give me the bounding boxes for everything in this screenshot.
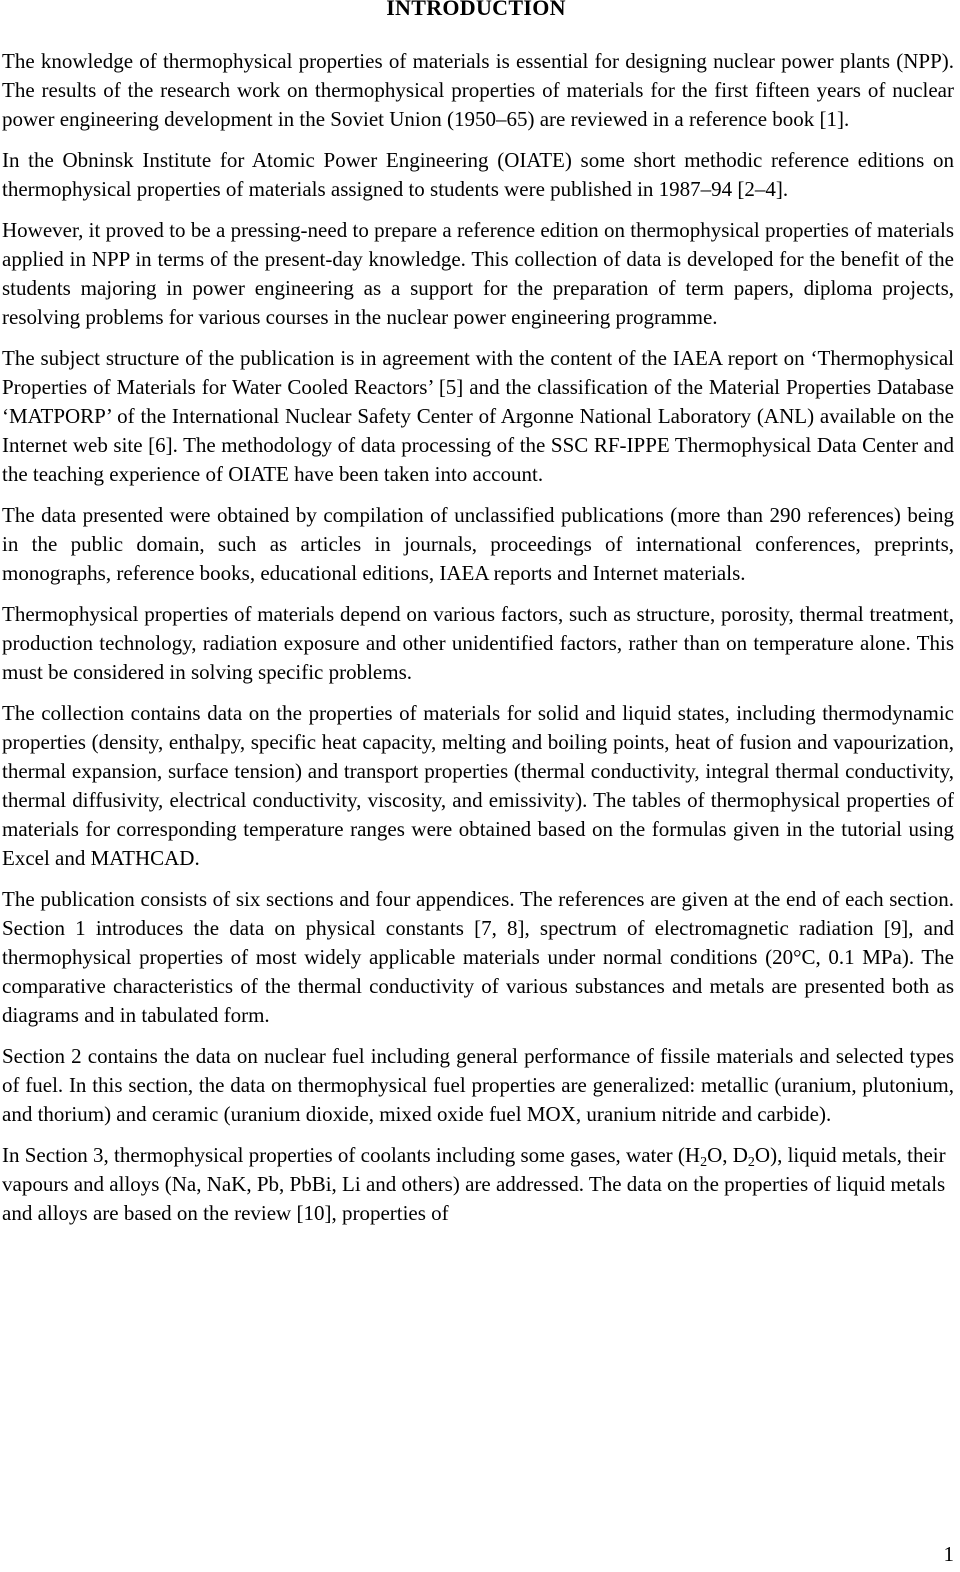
paragraph-10-part-2: O, D: [707, 1143, 748, 1167]
paragraph-5: The data presented were obtained by compilation of unclassified publications (more than 290 references) being in the public domain, such as articles in journals, proceedings of international conferences, preprints, monographs, reference books, educational editions, IAEA reports and Internet materials.: [2, 503, 954, 585]
paragraph-9: Section 2 contains the data on nuclear fuel including general performance of fissile materials and selected types of fuel. In this section, the data on thermophysical fuel properties are generalized: metallic (uranium, plutonium, and thorium) and ceramic (uranium dioxide, mixed oxide fuel MOX, uranium nitride and carbide).: [2, 1044, 954, 1126]
paragraph-6: Thermophysical properties of materials depend on various factors, such as structure, porosity, thermal treatment, production technology, radiation exposure and other unidentified factors, rather than on temperature alone. This must be considered in solving specific problems.: [2, 602, 954, 684]
paragraph-3: However, it proved to be a pressing-need to prepare a reference edition on thermophysical properties of materials applied in NPP in terms of the present-day knowledge. This collection of data is developed for the benefit of the students majoring in power engineering as a support for the preparation of term papers, diploma projects, resolving problems for various courses in the nuclear power engineering programme.: [2, 218, 954, 329]
d2o-subscript: 2: [747, 1155, 755, 1170]
page-number: 1: [943, 1542, 954, 1566]
paragraph-7: The collection contains data on the properties of materials for solid and liquid states, including thermodynamic properties (density, enthalpy, specific heat capacity, melting and boiling points, heat of fusion and vapourization, thermal expansion, surface tension) and transport properties (thermal conductivity, integral thermal conductivity, thermal diffusivity, electrical conductivity, viscosity, and emissivity). The tables of thermophysical properties of materials for corresponding temperature ranges were obtained based on the formulas given in the tutorial using Excel and MATHCAD.: [2, 701, 954, 870]
paragraph-8: The publication consists of six sections and four appendices. The references are given at the end of each section. Section 1 introduces the data on physical constants [7, 8], spectrum of electromagnetic radiation [9], and thermophysical properties of most widely applicable materials under normal conditions (20°C, 0.1 MPa). The comparative characteristics of the thermal conductivity of various substances and metals are presented both as diagrams and in tabulated form.: [2, 887, 954, 1027]
paragraph-2: In the Obninsk Institute for Atomic Power Engineering (OIATE) some short methodic reference editions on thermophysical properties of materials assigned to students were published in 1987–94 [2–4].: [2, 148, 954, 201]
h2o-subscript: 2: [700, 1155, 708, 1170]
paragraph-10-part-1: In Section 3, thermophysical properties of coolants including some gases, water (H: [2, 1143, 701, 1167]
paragraph-4: The subject structure of the publication is in agreement with the content of the IAEA report on ‘Thermophysical Properties of Materials for Water Cooled Reactors’ [5] and the classification of the Material Properties Database ‘MATPORP’ of the International Nuclear Safety Center of Argonne National Laboratory (ANL) available on the Internet web site [6]. The methodology of data processing of the SSC RF-IPPE Thermophysical Data Center and the teaching experience of OIATE have been taken into account.: [2, 346, 954, 486]
paragraph-1: The knowledge of thermophysical properties of materials is essential for designing nuclear power plants (NPP). The results of the research work on thermophysical properties of materials for the first fifteen years of nuclear power engineering development in the Soviet Union (1950–65) are reviewed in a reference book [1].: [2, 49, 954, 131]
section-title: INTRODUCTION: [386, 0, 566, 20]
document-body: [2, 47, 954, 1240]
paragraph-10-part-3: O), liquid metals, their vapours and alloys (Na, NaK, Pb, PbBi, Li and others) are addressed. The data on the properties of liquid metals and alloys are based on the review [10], properties of: [2, 1143, 946, 1225]
paragraph-10: [2, 1141, 954, 1228]
